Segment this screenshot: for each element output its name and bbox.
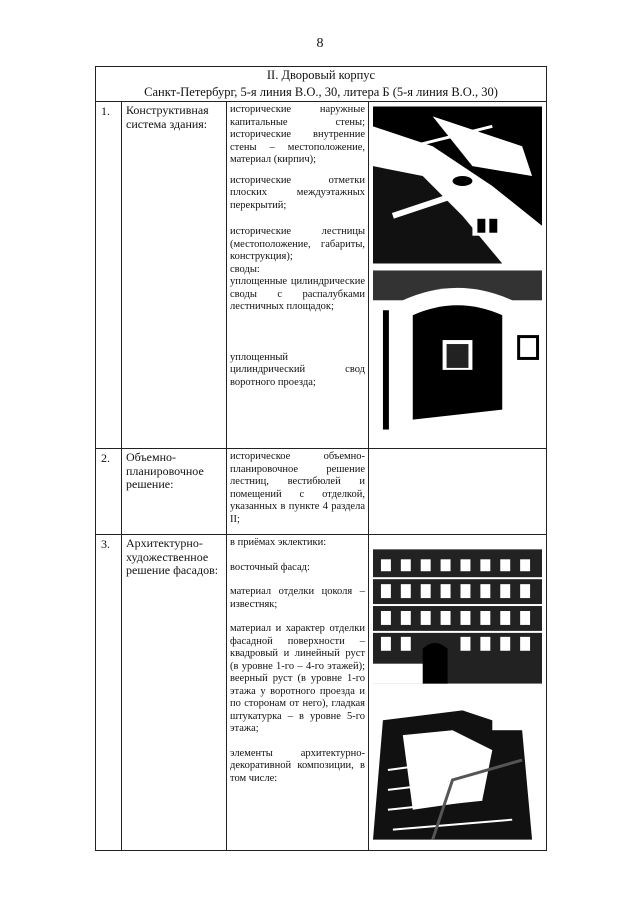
desc-item: в приёмах эклектики: — [230, 537, 327, 548]
table-row — [96, 535, 547, 851]
desc-item: исторические лестницы (местоположение, габариты, конструкция); — [230, 226, 365, 262]
row-title: Архитектурно-художественное решение фасадов: — [122, 535, 227, 851]
desc-item: исторические отметки плоских междуэтажных перекрытий; — [230, 174, 365, 211]
photo-east-facade — [373, 539, 542, 684]
desc-item: уплощенный цилиндрический свод воротного проезда; — [230, 351, 365, 388]
row-title: Объемно-планировочное решение: — [122, 449, 227, 535]
photo-gate-vault — [373, 270, 542, 430]
address-line: Санкт-Петербург, 5-я линия В.О., 30, литера Б (5-я линия В.О., 30) — [144, 85, 498, 99]
photo-rusticated-wall — [373, 690, 542, 840]
section-title: II. Дворовый корпус — [266, 68, 376, 82]
desc-item: восточный фасад: — [230, 561, 310, 573]
row-number: 3. — [96, 535, 122, 851]
desc-item: элементы архитектурно-декоративной композиции, в том числе: — [230, 747, 365, 784]
row-title: Конструктивная система здания: — [122, 102, 227, 449]
table-header — [96, 67, 547, 102]
row-number: 2. — [96, 449, 122, 535]
desc-item: материал и характер отделки фасадной поверхности – квадровый и линейный руст (в уровне 1-го – 4-го этажей); веерный руст (в уровне 1-го этажа у воротного проезда и по сторонам от него), гладкая штукатурка – в уровне 5-го этажа; — [230, 623, 365, 734]
photo-cell — [369, 102, 547, 449]
table-row — [96, 449, 547, 535]
desc-item: уплощенные цилиндрические своды с распалубками лестничных площадок; — [230, 276, 365, 312]
row-description — [227, 535, 369, 851]
desc-item: историческое объемно-планировочное решение лестниц, вестибюлей и помещений с отделкой, указанных в пункте 4 раздела II; — [230, 451, 365, 525]
page-number: 8 — [316, 36, 324, 51]
table-row — [96, 102, 547, 449]
row-description — [227, 102, 369, 449]
desc-item: своды: — [230, 263, 260, 275]
row-number: 1. — [96, 102, 122, 449]
desc-item: материал отделки цоколя – известняк; — [230, 586, 365, 610]
empty-cell — [369, 449, 547, 535]
heritage-table — [95, 66, 547, 851]
desc-item: исторические наружные капитальные стены; исторические внутренние стены – местоположение, материал (кирпич); — [230, 104, 365, 165]
row-description — [227, 449, 369, 535]
photo-cell — [369, 535, 547, 851]
photo-interior-stairwell — [373, 106, 542, 264]
